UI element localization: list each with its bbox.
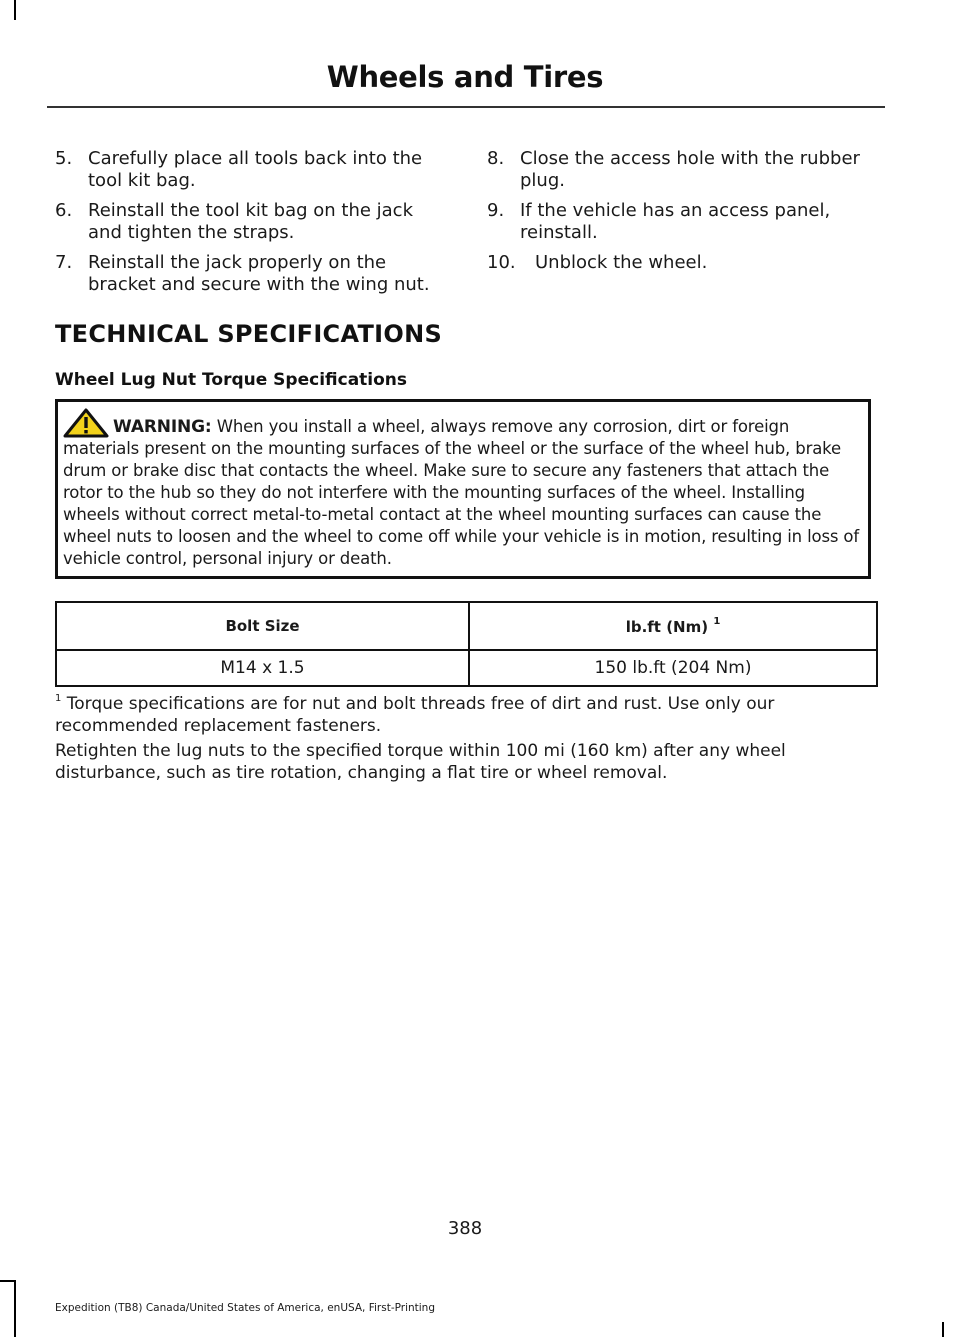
- list-item: [487, 148, 887, 192]
- torque-spec-table: [55, 601, 878, 687]
- section-heading: TECHNICAL SPECIFICATIONS: [55, 320, 443, 348]
- table-header-row: [56, 602, 877, 650]
- step-text: Close the access hole with the rubber plug.: [520, 148, 860, 191]
- step-number: 8.: [487, 148, 505, 169]
- list-item: [487, 252, 887, 274]
- step-text: Carefully place all tools back into the tool kit bag.: [88, 148, 423, 191]
- header-divider: [47, 106, 885, 108]
- list-item: [55, 252, 450, 296]
- step-number: 5.: [55, 148, 73, 169]
- table-cell: M14 x 1.5: [56, 650, 469, 686]
- list-item: [55, 148, 450, 192]
- table-footnote: [55, 688, 875, 737]
- list-item: [55, 200, 450, 244]
- right-step-list: [487, 148, 887, 282]
- step-text: Unblock the wheel.: [535, 252, 708, 273]
- crop-mark-bottom-left: [14, 1280, 16, 1337]
- warning-triangle-icon: [63, 408, 109, 438]
- list-item: [487, 200, 887, 244]
- warning-box: [55, 399, 871, 579]
- left-step-list: [55, 148, 450, 304]
- step-text: Reinstall the tool kit bag on the jack and tighten the straps.: [88, 200, 414, 243]
- body-paragraph: Retighten the lug nuts to the specified torque within 100 mi (160 km) after any wheel disturbance, such as tire rotation, changing a flat tire or wheel removal.: [55, 741, 786, 783]
- footnote-marker: 1: [55, 693, 62, 704]
- table-row: [56, 650, 877, 686]
- warning-text: When you install a wheel, always remove any corrosion, dirt or foreign materials present on the mounting surfaces of the wheel or the surface of the wheel hub, brake drum or brake disc that contacts the wheel. Make sure to secure any fasteners that attach the rotor to the hub so they do not interfere with the mounting surfaces of the wheel. Installing wheels without correct metal-to-metal contact at the wheel mounting surfaces can cause the wheel nuts to loosen and the wheel to come off while your vehicle is in motion, resulting in loss of vehicle control, personal injury or death.: [63, 417, 860, 568]
- warning-label: WARNING:: [113, 417, 212, 437]
- step-text: Reinstall the jack properly on the bracket and secure with the wing nut.: [88, 252, 430, 295]
- step-number: 6.: [55, 200, 73, 221]
- step-number: 10.: [487, 252, 516, 273]
- step-number: 7.: [55, 252, 73, 273]
- crop-mark-top-left: [14, 0, 16, 20]
- step-text: If the vehicle has an access panel, reinstall.: [520, 200, 831, 243]
- page-number: 388: [447, 1218, 483, 1239]
- column-header-torque: lb.ft (Nm) $^1$: [469, 602, 877, 650]
- footnote-marker: 1: [713, 616, 721, 627]
- document-footer: Expedition (TB8) Canada/United States of America, enUSA, First-Printing: [55, 1302, 436, 1314]
- crop-mark-bottom-left-h: [0, 1280, 14, 1282]
- crop-mark-bottom-right: [942, 1322, 944, 1337]
- column-header-bolt-size: Bolt Size: [56, 602, 469, 650]
- footnote-text: Torque specifications are for nut and bolt threads free of dirt and rust. Use only our recommended replacement fasteners.: [55, 694, 775, 736]
- page-title: Wheels and Tires: [326, 60, 604, 94]
- table-cell: 150 lb.ft (204 Nm): [469, 650, 877, 686]
- subsection-heading: Wheel Lug Nut Torque Specifications: [55, 370, 408, 390]
- step-number: 9.: [487, 200, 505, 221]
